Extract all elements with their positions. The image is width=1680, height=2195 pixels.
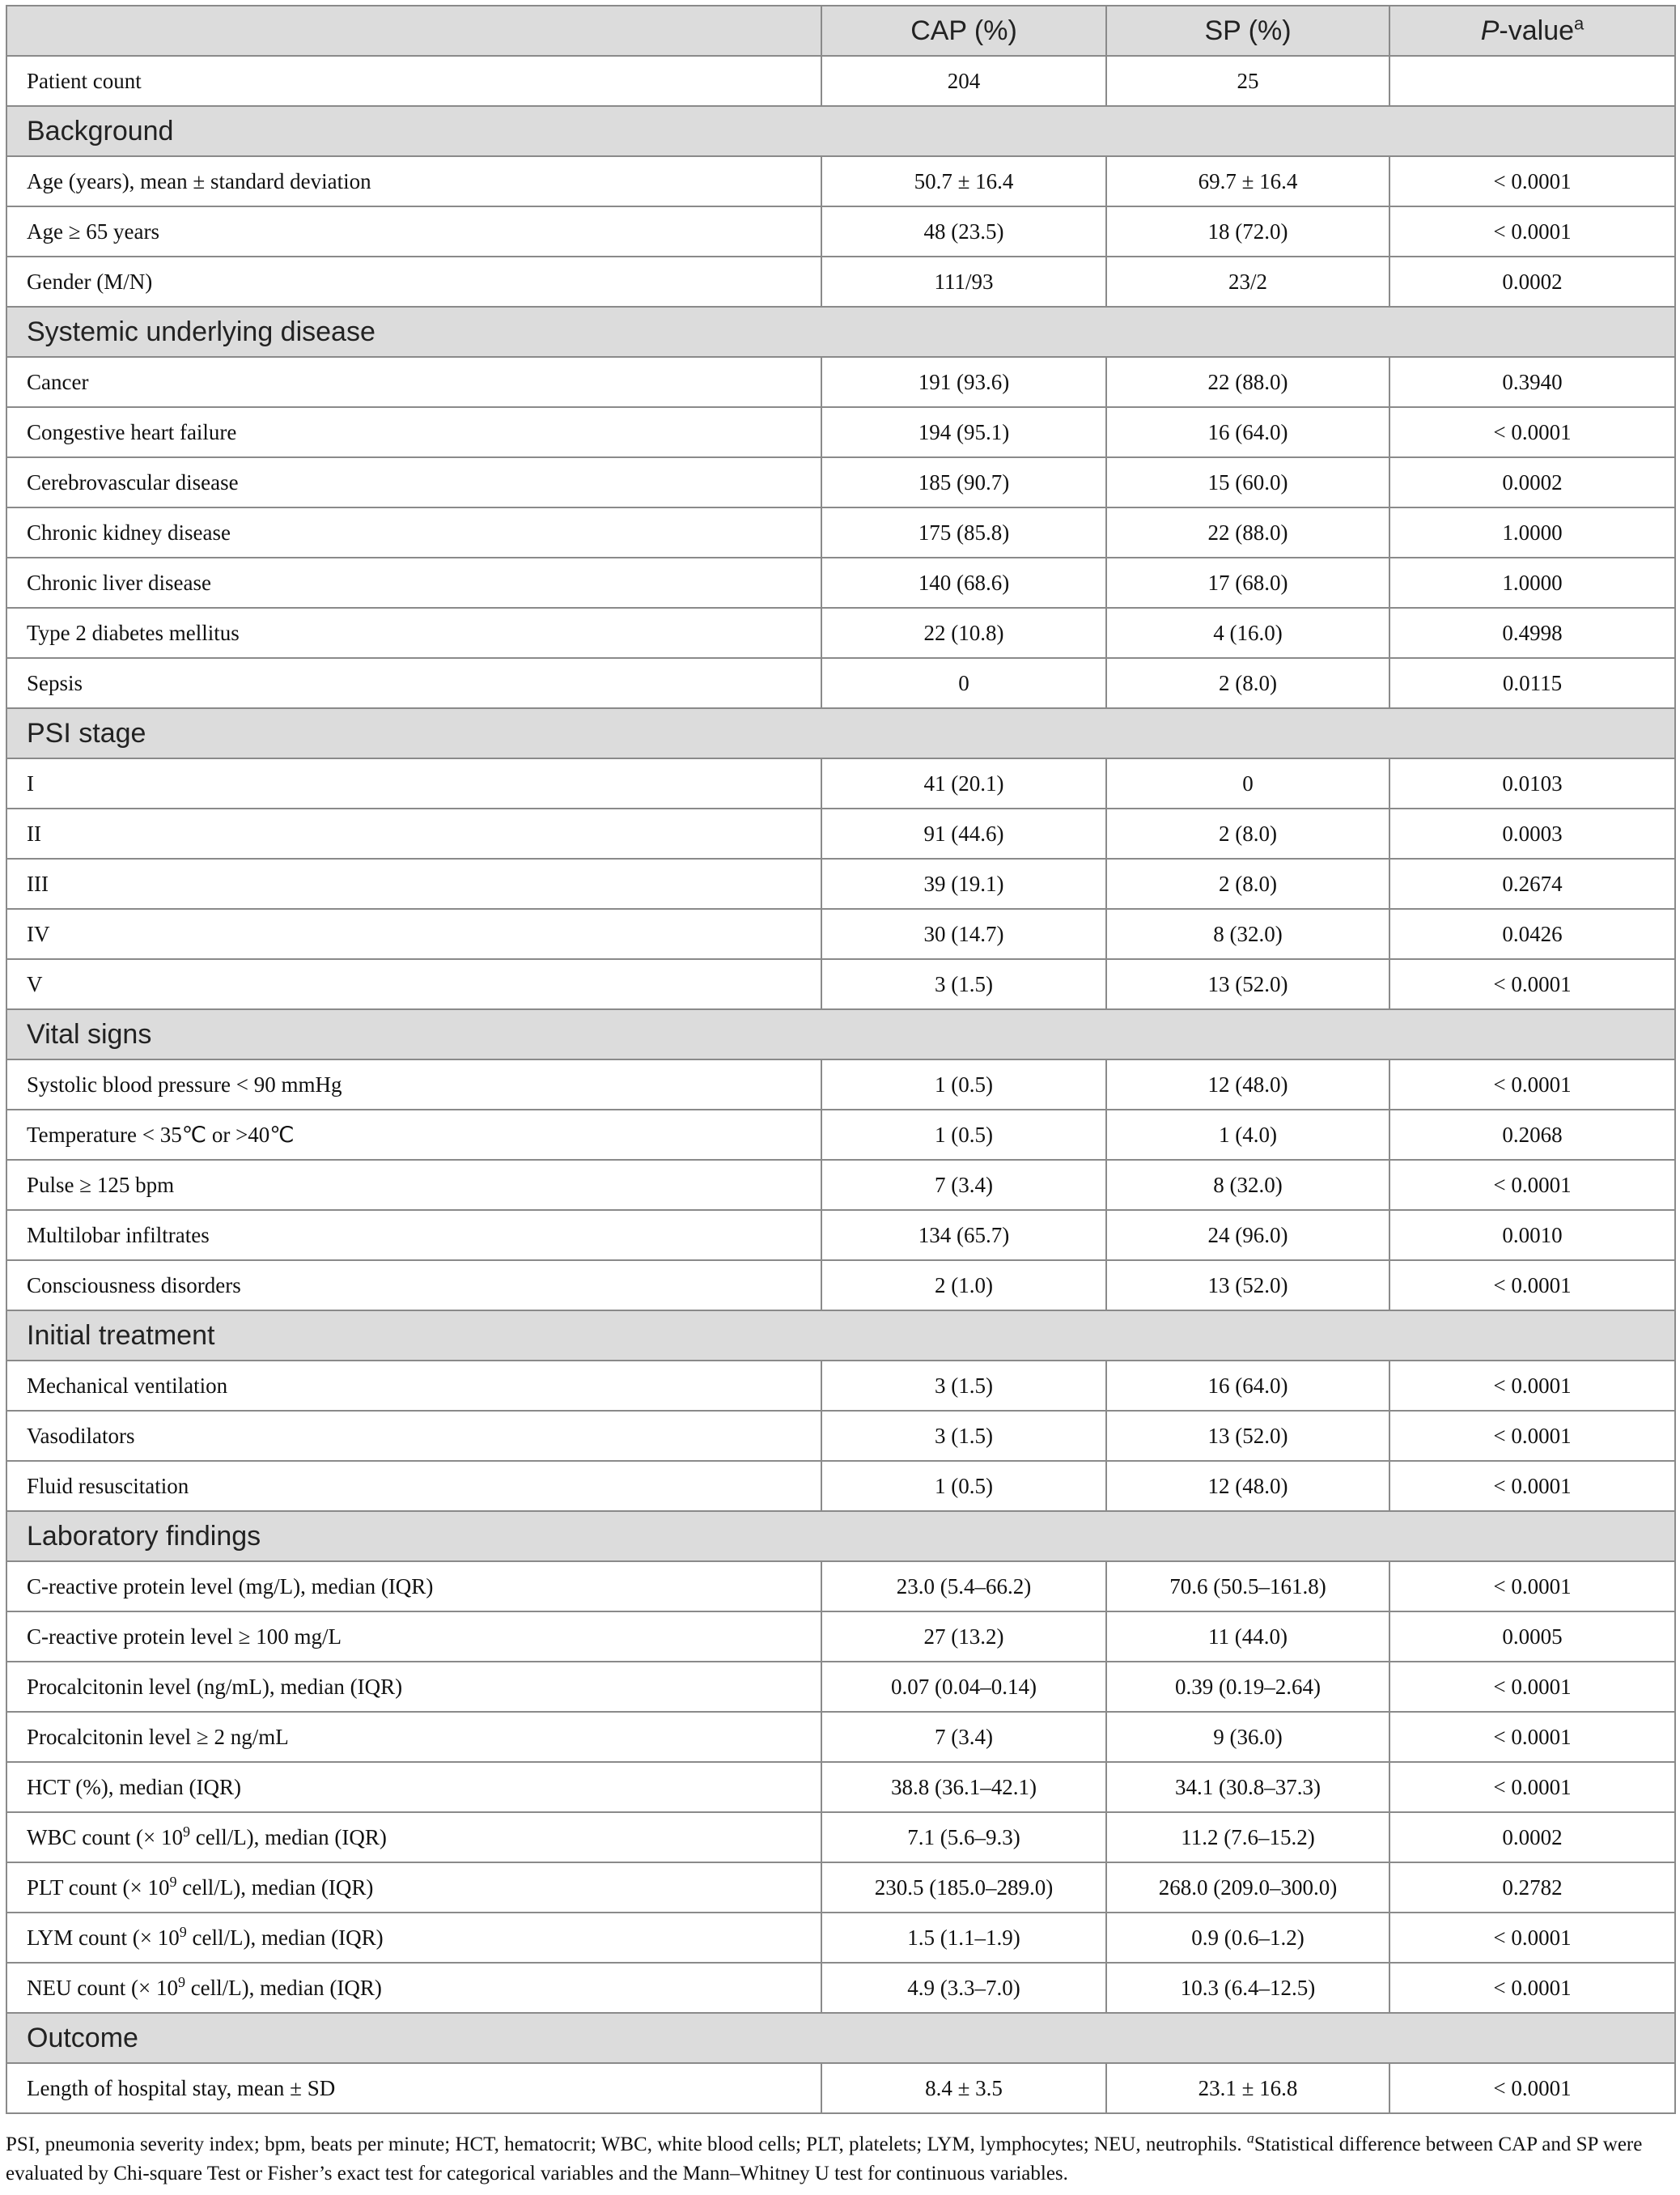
row-label: V	[6, 959, 821, 1009]
row-label-text: PLT count (× 10	[27, 1874, 170, 1900]
row-label: Cerebrovascular disease	[6, 457, 821, 507]
cap-value: 140 (68.6)	[821, 558, 1106, 608]
row-label: Consciousness disorders	[6, 1260, 821, 1310]
table-row	[6, 1260, 1675, 1310]
cap-value: 91 (44.6)	[821, 809, 1106, 859]
table-row	[6, 407, 1675, 457]
p-value: < 0.0001	[1389, 1712, 1675, 1762]
cap-value: 22 (10.8)	[821, 608, 1106, 658]
sp-value: 18 (72.0)	[1106, 206, 1389, 257]
table-row	[6, 1762, 1675, 1812]
table-row	[6, 658, 1675, 708]
table-footnote	[6, 2130, 1674, 2189]
row-label-superscript: 9	[179, 1923, 187, 1940]
section-row	[6, 307, 1675, 357]
table-row	[6, 1361, 1675, 1411]
row-label	[6, 1963, 821, 2013]
section-heading: Vital signs	[6, 1009, 1675, 1059]
table-row	[6, 1411, 1675, 1461]
sp-value: 16 (64.0)	[1106, 1361, 1389, 1411]
cap-value: 8.4 ± 3.5	[821, 2063, 1106, 2113]
p-value: 0.0003	[1389, 809, 1675, 859]
p-value: 0.0103	[1389, 758, 1675, 809]
section-heading: Laboratory findings	[6, 1511, 1675, 1561]
table-body	[6, 56, 1675, 2113]
row-label-suffix: cell/L), median (IQR)	[189, 1824, 387, 1849]
sp-value: 11.2 (7.6–15.2)	[1106, 1812, 1389, 1862]
table-row	[6, 809, 1675, 859]
sp-value: 24 (96.0)	[1106, 1210, 1389, 1260]
p-value: < 0.0001	[1389, 1762, 1675, 1812]
row-label-text: LYM count (× 10	[27, 1925, 180, 1950]
table-row	[6, 959, 1675, 1009]
sp-value: 17 (68.0)	[1106, 558, 1389, 608]
row-label: C-reactive protein level ≥ 100 mg/L	[6, 1611, 821, 1662]
p-value: < 0.0001	[1389, 206, 1675, 257]
sp-value: 23/2	[1106, 257, 1389, 307]
p-value	[1389, 56, 1675, 106]
cap-value: 48 (23.5)	[821, 206, 1106, 257]
sp-value: 70.6 (50.5–161.8)	[1106, 1561, 1389, 1611]
cap-value: 38.8 (36.1–42.1)	[821, 1762, 1106, 1812]
row-label: HCT (%), median (IQR)	[6, 1762, 821, 1812]
row-label-text: NEU count (× 10	[27, 1975, 178, 2000]
cap-value: 27 (13.2)	[821, 1611, 1106, 1662]
p-value: 0.0002	[1389, 257, 1675, 307]
sp-value: 0.39 (0.19–2.64)	[1106, 1662, 1389, 1712]
table-row	[6, 1913, 1675, 1963]
row-label-text: WBC count (× 10	[27, 1824, 183, 1849]
sp-value: 2 (8.0)	[1106, 658, 1389, 708]
cap-value: 111/93	[821, 257, 1106, 307]
row-label: Multilobar infiltrates	[6, 1210, 821, 1260]
footnote-superscript: a	[1246, 2129, 1254, 2146]
table-row	[6, 1862, 1675, 1913]
row-label: Sepsis	[6, 658, 821, 708]
header-p-rest: -value	[1499, 15, 1575, 46]
cap-value: 1 (0.5)	[821, 1059, 1106, 1110]
cap-value: 3 (1.5)	[821, 959, 1106, 1009]
p-value: 0.0002	[1389, 1812, 1675, 1862]
section-heading: Initial treatment	[6, 1310, 1675, 1361]
cap-value: 194 (95.1)	[821, 407, 1106, 457]
table-row	[6, 1812, 1675, 1862]
p-value: < 0.0001	[1389, 1561, 1675, 1611]
row-label: Vasodilators	[6, 1411, 821, 1461]
sp-value: 23.1 ± 16.8	[1106, 2063, 1389, 2113]
sp-value: 8 (32.0)	[1106, 909, 1389, 959]
p-value: 0.3940	[1389, 357, 1675, 407]
row-label: Systolic blood pressure < 90 mmHg	[6, 1059, 821, 1110]
row-label-suffix: cell/L), median (IQR)	[186, 1925, 384, 1950]
cap-value: 185 (90.7)	[821, 457, 1106, 507]
section-row	[6, 708, 1675, 758]
table-row	[6, 1110, 1675, 1160]
section-heading: Systemic underlying disease	[6, 307, 1675, 357]
table-row	[6, 206, 1675, 257]
row-label-superscript: 9	[182, 1823, 190, 1840]
sp-value: 25	[1106, 56, 1389, 106]
table-row	[6, 2063, 1675, 2113]
p-value: < 0.0001	[1389, 1913, 1675, 1963]
row-label	[6, 1812, 821, 1862]
row-label: Mechanical ventilation	[6, 1361, 821, 1411]
sp-value: 69.7 ± 16.4	[1106, 156, 1389, 206]
table-row	[6, 1963, 1675, 2013]
row-label: Pulse ≥ 125 bpm	[6, 1160, 821, 1210]
p-value: < 0.0001	[1389, 1160, 1675, 1210]
row-label: I	[6, 758, 821, 809]
sp-value: 13 (52.0)	[1106, 959, 1389, 1009]
header-p-superscript: a	[1574, 13, 1585, 34]
p-value: 0.0005	[1389, 1611, 1675, 1662]
sp-value: 10.3 (6.4–12.5)	[1106, 1963, 1389, 2013]
cap-value: 204	[821, 56, 1106, 106]
row-label: Cancer	[6, 357, 821, 407]
table-row	[6, 1611, 1675, 1662]
cap-value: 2 (1.0)	[821, 1260, 1106, 1310]
table-row	[6, 507, 1675, 558]
cap-value: 23.0 (5.4–66.2)	[821, 1561, 1106, 1611]
sp-value: 0	[1106, 758, 1389, 809]
table-row	[6, 1561, 1675, 1611]
p-value: < 0.0001	[1389, 959, 1675, 1009]
sp-value: 2 (8.0)	[1106, 809, 1389, 859]
footnote-statistics: Statistical difference between CAP and SP were evaluated by Chi-square Test or Fisher’s exact test for categorical variables and the Mann–Whitney U test for continuous variables.	[6, 2133, 1643, 2184]
row-label: Procalcitonin level ≥ 2 ng/mL	[6, 1712, 821, 1762]
footnote-abbreviations: PSI, pneumonia severity index; bpm, beats per minute; HCT, hematocrit; WBC, white blood cells; PLT, platelets; LYM, lymphocytes; NEU, neutrophils.	[6, 2133, 1247, 2155]
p-value: 0.0010	[1389, 1210, 1675, 1260]
cap-value: 39 (19.1)	[821, 859, 1106, 909]
table-row	[6, 909, 1675, 959]
cap-value: 7 (3.4)	[821, 1712, 1106, 1762]
row-label: Temperature < 35℃ or >40℃	[6, 1110, 821, 1160]
cap-value: 1 (0.5)	[821, 1110, 1106, 1160]
header-cap: CAP (%)	[821, 6, 1106, 56]
row-label: C-reactive protein level (mg/L), median (IQR)	[6, 1561, 821, 1611]
p-value: 0.0002	[1389, 457, 1675, 507]
table-row	[6, 1210, 1675, 1260]
table-row	[6, 56, 1675, 106]
cap-value: 175 (85.8)	[821, 507, 1106, 558]
section-row	[6, 1310, 1675, 1361]
table-row	[6, 1461, 1675, 1511]
cap-value: 3 (1.5)	[821, 1361, 1106, 1411]
sp-value: 13 (52.0)	[1106, 1411, 1389, 1461]
cap-value: 4.9 (3.3–7.0)	[821, 1963, 1106, 2013]
table-row	[6, 1662, 1675, 1712]
p-value: < 0.0001	[1389, 156, 1675, 206]
row-label: Chronic kidney disease	[6, 507, 821, 558]
p-value: < 0.0001	[1389, 1260, 1675, 1310]
sp-value: 15 (60.0)	[1106, 457, 1389, 507]
sp-value: 2 (8.0)	[1106, 859, 1389, 909]
p-value: < 0.0001	[1389, 1361, 1675, 1411]
cap-value: 0	[821, 658, 1106, 708]
sp-value: 34.1 (30.8–37.3)	[1106, 1762, 1389, 1812]
row-label: Chronic liver disease	[6, 558, 821, 608]
cap-value: 41 (20.1)	[821, 758, 1106, 809]
header-sp: SP (%)	[1106, 6, 1389, 56]
sp-value: 0.9 (0.6–1.2)	[1106, 1913, 1389, 1963]
sp-value: 13 (52.0)	[1106, 1260, 1389, 1310]
cap-value: 191 (93.6)	[821, 357, 1106, 407]
table-row	[6, 758, 1675, 809]
table-row	[6, 558, 1675, 608]
p-value: 1.0000	[1389, 558, 1675, 608]
sp-value: 16 (64.0)	[1106, 407, 1389, 457]
cap-value: 50.7 ± 16.4	[821, 156, 1106, 206]
table-row	[6, 1059, 1675, 1110]
table-row	[6, 457, 1675, 507]
cap-value: 7 (3.4)	[821, 1160, 1106, 1210]
table-row	[6, 357, 1675, 407]
p-value: < 0.0001	[1389, 1662, 1675, 1712]
table-row	[6, 1712, 1675, 1762]
row-label: Patient count	[6, 56, 821, 106]
row-label: Procalcitonin level (ng/mL), median (IQR)	[6, 1662, 821, 1712]
row-label	[6, 1862, 821, 1913]
p-value: 0.2674	[1389, 859, 1675, 909]
section-heading: Background	[6, 106, 1675, 156]
row-label: Fluid resuscitation	[6, 1461, 821, 1511]
p-value: < 0.0001	[1389, 407, 1675, 457]
row-label: Congestive heart failure	[6, 407, 821, 457]
sp-value: 4 (16.0)	[1106, 608, 1389, 658]
section-row	[6, 2013, 1675, 2063]
section-row	[6, 106, 1675, 156]
sp-value: 22 (88.0)	[1106, 507, 1389, 558]
cap-value: 3 (1.5)	[821, 1411, 1106, 1461]
p-value: < 0.0001	[1389, 1411, 1675, 1461]
sp-value: 9 (36.0)	[1106, 1712, 1389, 1762]
cap-value: 1 (0.5)	[821, 1461, 1106, 1511]
header-p-value	[1389, 6, 1675, 56]
cap-value: 30 (14.7)	[821, 909, 1106, 959]
sp-value: 1 (4.0)	[1106, 1110, 1389, 1160]
sp-value: 22 (88.0)	[1106, 357, 1389, 407]
row-label: II	[6, 809, 821, 859]
p-value: < 0.0001	[1389, 1059, 1675, 1110]
row-label-suffix: cell/L), median (IQR)	[176, 1874, 374, 1900]
p-value: 1.0000	[1389, 507, 1675, 558]
row-label: Gender (M/N)	[6, 257, 821, 307]
table-row	[6, 859, 1675, 909]
table-row	[6, 608, 1675, 658]
row-label: III	[6, 859, 821, 909]
section-heading: PSI stage	[6, 708, 1675, 758]
row-label: Length of hospital stay, mean ± SD	[6, 2063, 821, 2113]
table-row	[6, 257, 1675, 307]
sp-value: 8 (32.0)	[1106, 1160, 1389, 1210]
sp-value: 268.0 (209.0–300.0)	[1106, 1862, 1389, 1913]
row-label: IV	[6, 909, 821, 959]
row-label: Age ≥ 65 years	[6, 206, 821, 257]
cap-value: 230.5 (185.0–289.0)	[821, 1862, 1106, 1913]
table-row	[6, 1160, 1675, 1210]
row-label: Type 2 diabetes mellitus	[6, 608, 821, 658]
p-value: 0.2782	[1389, 1862, 1675, 1913]
p-value: < 0.0001	[1389, 1963, 1675, 2013]
p-value: 0.0426	[1389, 909, 1675, 959]
sp-value: 11 (44.0)	[1106, 1611, 1389, 1662]
sp-value: 12 (48.0)	[1106, 1461, 1389, 1511]
p-value: 0.4998	[1389, 608, 1675, 658]
cap-value: 0.07 (0.04–0.14)	[821, 1662, 1106, 1712]
section-row	[6, 1009, 1675, 1059]
header-p-letter: P	[1480, 15, 1500, 46]
sp-value: 12 (48.0)	[1106, 1059, 1389, 1110]
p-value: < 0.0001	[1389, 1461, 1675, 1511]
p-value: < 0.0001	[1389, 2063, 1675, 2113]
p-value: 0.0115	[1389, 658, 1675, 708]
cap-value: 1.5 (1.1–1.9)	[821, 1913, 1106, 1963]
row-label	[6, 1913, 821, 1963]
section-heading: Outcome	[6, 2013, 1675, 2063]
row-label-superscript: 9	[177, 1973, 185, 1990]
cap-value: 7.1 (5.6–9.3)	[821, 1812, 1106, 1862]
header-label-cell	[6, 6, 821, 56]
row-label: Age (years), mean ± standard deviation	[6, 156, 821, 206]
section-row	[6, 1511, 1675, 1561]
row-label-suffix: cell/L), median (IQR)	[185, 1975, 382, 2000]
row-label-superscript: 9	[169, 1873, 177, 1890]
comparison-table	[6, 5, 1676, 2114]
p-value: 0.2068	[1389, 1110, 1675, 1160]
table-row	[6, 156, 1675, 206]
cap-value: 134 (65.7)	[821, 1210, 1106, 1260]
table-header-row	[6, 6, 1675, 56]
